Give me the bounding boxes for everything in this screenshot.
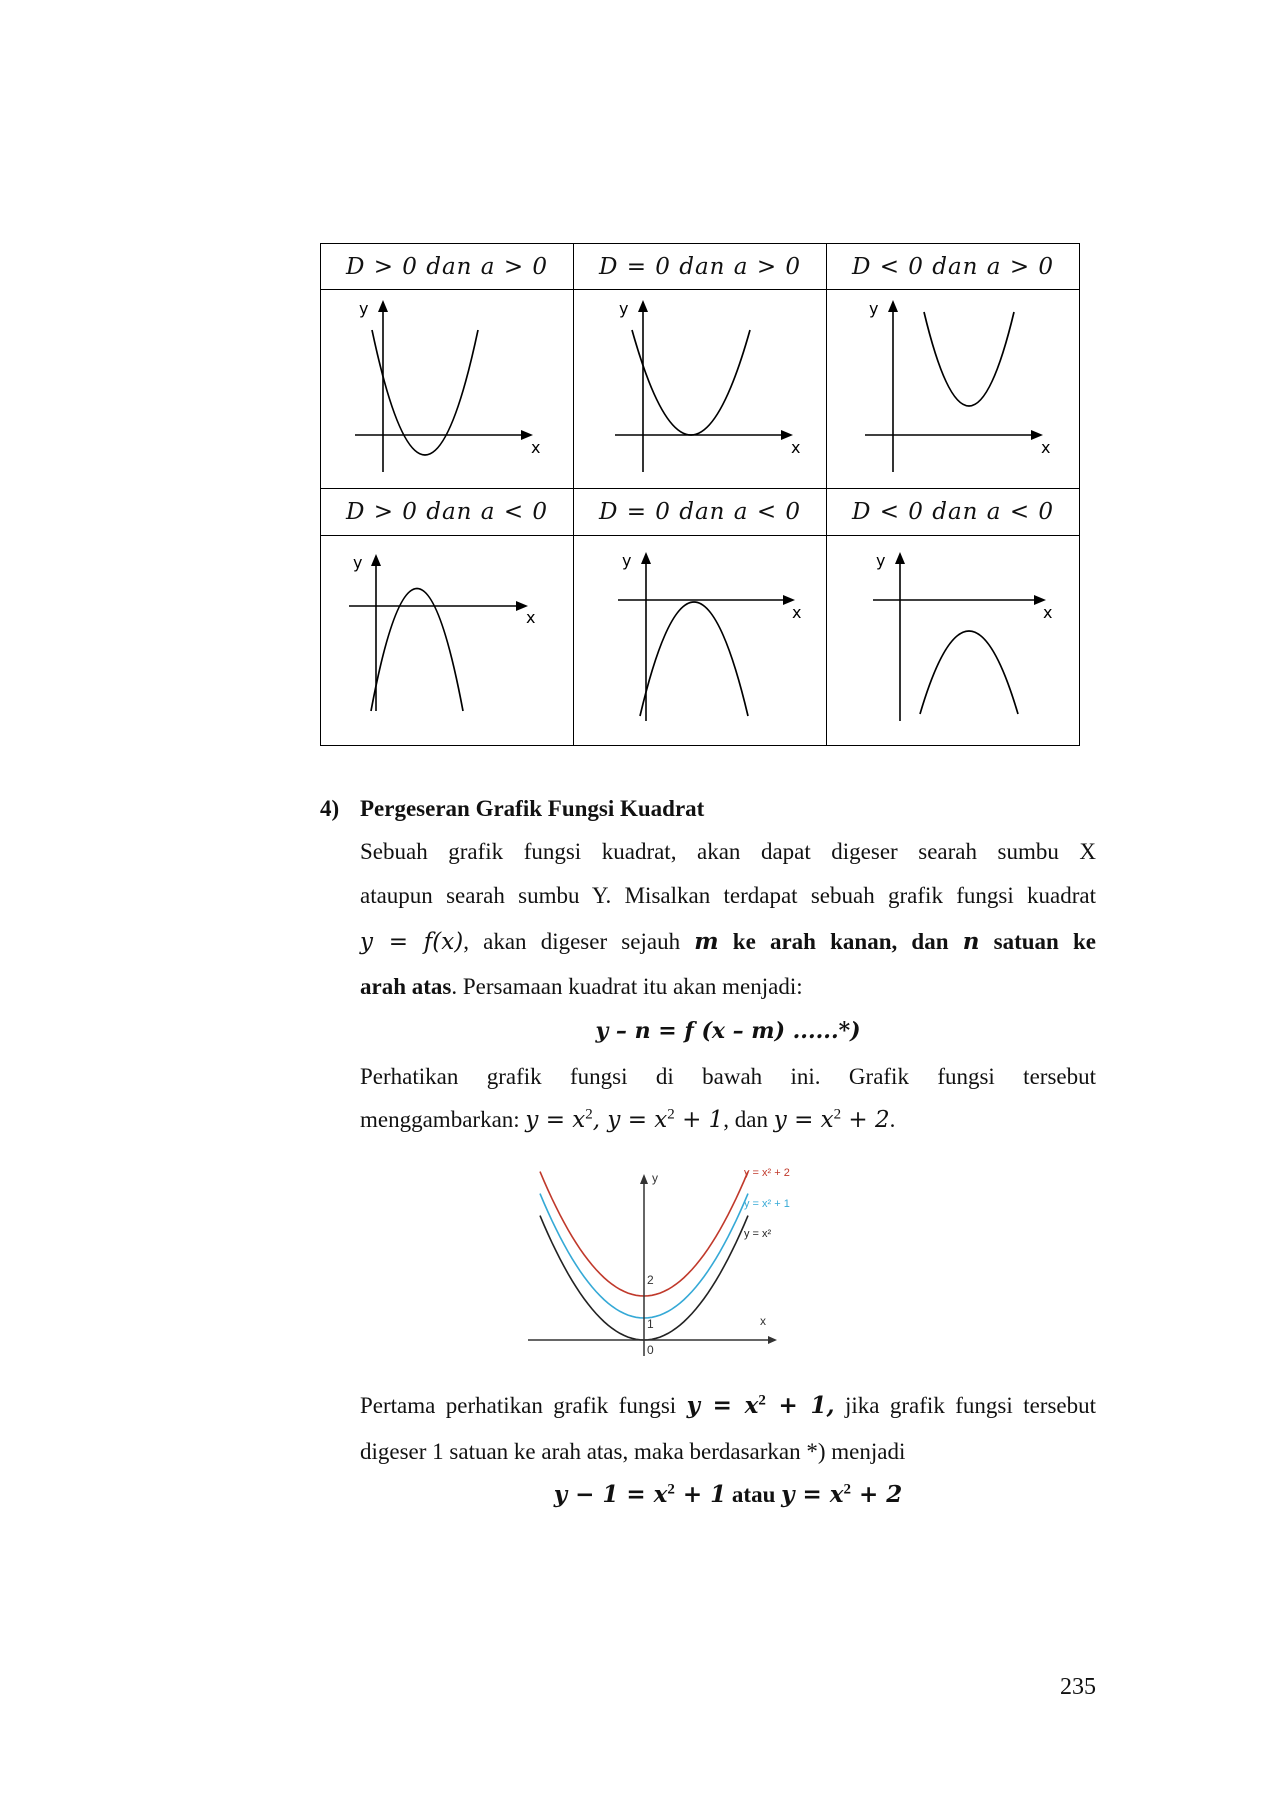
result-equation: $y - 1 = x^2 + 1$ atau $y = x^2 + 2$ — [553, 1481, 903, 1508]
header-cell: D < 0 dan a > 0 — [827, 244, 1080, 290]
svg-text:y: y — [869, 299, 879, 318]
page-number: 235 — [1060, 1674, 1096, 1700]
graph-cell — [574, 536, 827, 746]
graph-row-top — [321, 290, 1080, 489]
discriminant-graph-table — [320, 243, 1080, 746]
graph-cell — [574, 290, 827, 489]
table-header-row-bottom — [321, 489, 1080, 536]
svg-text:y: y — [619, 299, 629, 318]
header-cell: D = 0 dan a < 0 — [574, 489, 827, 536]
svg-text:y: y — [876, 551, 886, 570]
svg-text:x: x — [1043, 603, 1053, 622]
parabola-graph-one-root-down — [574, 536, 826, 745]
section-number: 4) — [320, 796, 340, 821]
paragraph-line: ataupun searah sumbu Y. Misalkan terdapat sebuah grafik fungsi kuadrat — [360, 883, 1096, 908]
header-cell: D < 0 dan a < 0 — [827, 489, 1080, 536]
svg-text:y: y — [359, 299, 369, 318]
graph-cell — [827, 536, 1080, 746]
parabola-graph-two-roots-down — [321, 536, 573, 745]
paragraph-line: Sebuah grafik fungsi kuadrat, akan dapat digeser searah sumbu X — [360, 839, 1096, 864]
y-tick-label: 0 — [647, 1343, 654, 1357]
svg-text:x: x — [531, 438, 541, 457]
paragraph-line: y = f(x), akan digeser sejauh m ke arah kanan, dan n satuan ke — [360, 928, 1096, 955]
chart-ylabel: y — [652, 1171, 658, 1185]
svg-text:x: x — [1041, 438, 1051, 457]
shift-formula: y – n = f (x – m) ......*) — [595, 1018, 861, 1044]
chart-xlabel: x — [760, 1314, 766, 1328]
table-header-row-top — [321, 244, 1080, 290]
parabola-graph-no-root-down — [827, 536, 1079, 745]
graph-row-bottom — [321, 536, 1080, 746]
legend-label-x2-plus-1: y = x² + 1 — [744, 1198, 790, 1210]
parabola-graph-two-roots-up — [321, 290, 573, 488]
legend-label-x2: y = x² — [744, 1228, 772, 1240]
svg-text:y: y — [353, 553, 363, 572]
section-title: Pergeseran Grafik Fungsi Kuadrat — [360, 796, 705, 821]
header-cell: D = 0 dan a > 0 — [574, 244, 827, 290]
graph-cell — [321, 536, 574, 746]
header-cell: D > 0 dan a > 0 — [321, 244, 574, 290]
shifted-parabolas-chart — [520, 1160, 790, 1365]
paragraph-line: menggambarkan: $y = x^2$, $y = x^2 + 1$, dan $y = x^2 + 2$. — [360, 1106, 896, 1133]
graph-cell — [827, 290, 1080, 489]
svg-text:y: y — [622, 551, 632, 570]
paragraph-line: digeser 1 satuan ke arah atas, maka berdasarkan *) menjadi — [360, 1439, 906, 1464]
y-tick-label: 2 — [647, 1273, 654, 1287]
parabola-graph-one-root-up — [574, 290, 826, 488]
svg-text:x: x — [526, 608, 536, 627]
svg-text:x: x — [791, 438, 801, 457]
paragraph-line: Pertama perhatikan grafik fungsi $y = x^2 + 1$, jika grafik fungsi tersebut — [360, 1392, 1096, 1419]
parabola-graph-no-root-up — [827, 290, 1079, 488]
y-tick-label: 1 — [647, 1317, 654, 1331]
graph-cell — [321, 290, 574, 489]
section-heading — [320, 796, 704, 822]
svg-text:x: x — [792, 603, 802, 622]
paragraph-line: arah atas. Persamaan kuadrat itu akan menjadi: — [360, 974, 803, 999]
legend-label-x2-plus-2: y = x² + 2 — [744, 1167, 790, 1179]
paragraph-line: Perhatikan grafik fungsi di bawah ini. Grafik fungsi tersebut — [360, 1064, 1096, 1089]
header-cell: D > 0 dan a < 0 — [321, 489, 574, 536]
